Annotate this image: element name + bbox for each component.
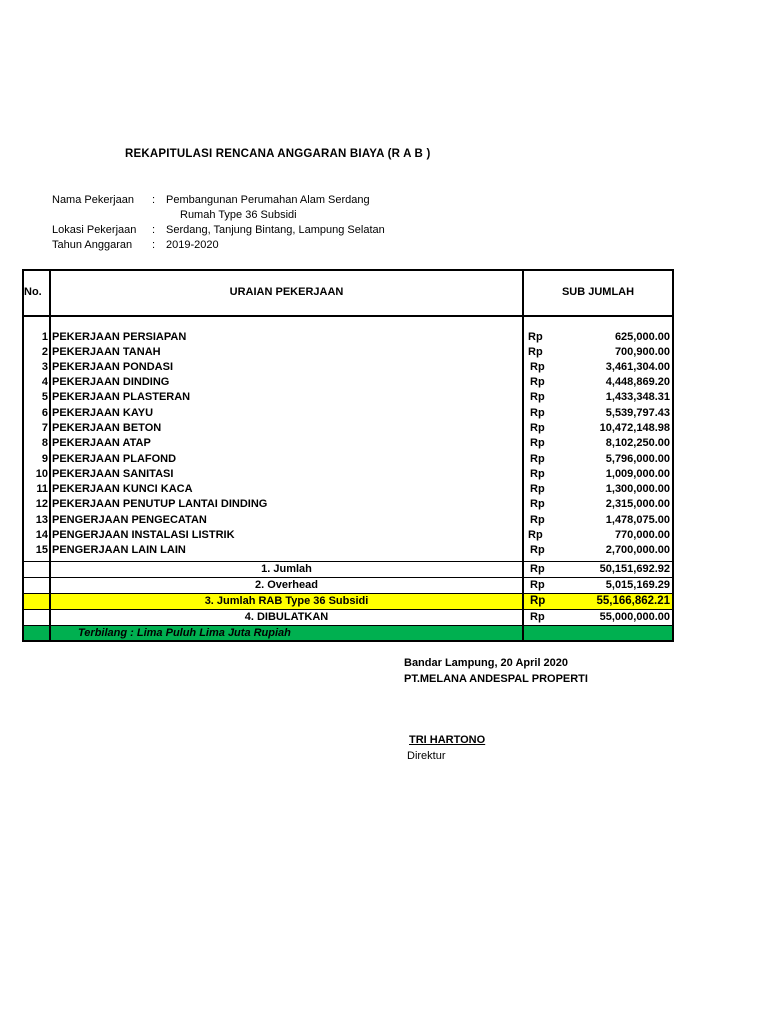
summary-currency: Rp [530, 595, 546, 607]
row-no: 11 [36, 483, 48, 495]
summary-amount: 55,000,000.00 [599, 611, 670, 623]
table-row [22, 407, 674, 422]
row-currency: Rp [530, 407, 545, 419]
info-label-nama: Nama Pekerjaan [52, 194, 134, 206]
table-row [22, 483, 674, 498]
row-amount: 8,102,250.00 [605, 437, 670, 449]
row-desc: PENGERJAAN PENGECATAN [52, 514, 207, 526]
row-desc: PEKERJAAN ATAP [52, 437, 151, 449]
row-no: 4 [41, 376, 48, 388]
row-no: 8 [41, 437, 48, 449]
summary-label: 2. Overhead [255, 579, 318, 591]
row-amount: 625,000.00 [614, 331, 670, 343]
row-currency: Rp [530, 376, 545, 388]
row-no: 15 [35, 544, 48, 556]
summary-row-dibulatkan [22, 611, 674, 626]
info-label-tahun: Tahun Anggaran [52, 239, 133, 251]
row-currency: Rp [528, 346, 543, 358]
signature-place-date: Bandar Lampung, 20 April 2020 [404, 657, 569, 669]
table-row [22, 514, 674, 529]
row-currency: Rp [530, 453, 545, 465]
summary-currency: Rp [530, 563, 545, 575]
table-row [22, 544, 674, 559]
row-amount: 2,315,000.00 [605, 498, 670, 510]
row-no: 12 [35, 498, 48, 510]
row-desc: PEKERJAAN KAYU [52, 407, 154, 419]
summary-label: 4. DIBULATKAN [244, 611, 329, 623]
table-row [22, 498, 674, 513]
row-currency: Rp [530, 498, 545, 510]
row-amount: 3,461,304.00 [605, 361, 670, 373]
table-border-top [22, 269, 674, 271]
row-no: 5 [41, 391, 48, 403]
row-no: 10 [35, 468, 48, 480]
row-no: 14 [35, 529, 48, 541]
row-amount: 5,539,797.43 [605, 407, 670, 419]
table-row [22, 346, 674, 361]
summary-label: 1. Jumlah [261, 563, 312, 575]
table-row [22, 391, 674, 406]
row-desc: PEKERJAAN PLAFOND [52, 453, 177, 465]
row-amount: 2,700,000.00 [605, 544, 670, 556]
info-value-nama: Pembangunan Perumahan Alam Serdang [166, 194, 370, 206]
signature-name: TRI HARTONO [409, 734, 486, 746]
table-row [22, 361, 674, 376]
summary-row-jumlah-rab [22, 595, 674, 610]
info-label-lokasi: Lokasi Pekerjaan [52, 224, 137, 236]
row-no: 6 [41, 407, 48, 419]
row-currency: Rp [528, 529, 543, 541]
summary-amount: 50,151,692.92 [599, 563, 670, 575]
table-row [22, 453, 674, 468]
row-desc: PEKERJAAN PONDASI [52, 361, 174, 373]
table-row [22, 331, 674, 346]
row-no: 9 [41, 453, 48, 465]
row-currency: Rp [530, 483, 545, 495]
row-desc: PEKERJAAN SANITASI [52, 468, 174, 480]
row-desc: PEKERJAAN PENUTUP LANTAI DINDING [52, 498, 268, 510]
row-desc: PEKERJAAN BETON [52, 422, 162, 434]
terbilang-text: Terbilang : Lima Puluh Lima Juta Rupiah [78, 627, 291, 639]
row-currency: Rp [530, 391, 545, 403]
summary-currency: Rp [530, 579, 545, 591]
info-value-lokasi: Serdang, Tanjung Bintang, Lampung Selatan [166, 224, 385, 236]
row-desc: PENGERJAAN INSTALASI LISTRIK [52, 529, 235, 541]
table-row [22, 376, 674, 391]
summary-amount: 5,015,169.29 [605, 579, 670, 591]
info-value-tahun: 2019-2020 [166, 239, 219, 251]
row-amount: 700,900.00 [614, 346, 670, 358]
row-currency: Rp [530, 437, 545, 449]
row-desc: PENGERJAAN LAIN LAIN [52, 544, 186, 556]
signature-position: Direktur [407, 750, 446, 762]
row-desc: PEKERJAAN KUNCI KACA [52, 483, 193, 495]
row-desc: PEKERJAAN PLASTERAN [52, 391, 191, 403]
rab-table [22, 269, 674, 642]
row-amount: 4,448,869.20 [605, 376, 670, 388]
info-colon: : [152, 194, 156, 206]
row-no: 2 [41, 346, 48, 358]
row-amount: 10,472,148.98 [599, 422, 670, 434]
row-amount: 1,433,348.31 [605, 391, 670, 403]
row-currency: Rp [530, 468, 545, 480]
table-row [22, 437, 674, 452]
row-desc: PEKERJAAN DINDING [52, 376, 170, 388]
summary-label: 3. Jumlah RAB Type 36 Subsidi [204, 595, 369, 607]
row-desc: PEKERJAAN PERSIAPAN [52, 331, 187, 343]
header-sub-jumlah: SUB JUMLAH [561, 286, 635, 298]
row-no: 1 [41, 331, 48, 343]
info-colon: : [152, 224, 156, 236]
row-currency: Rp [530, 361, 545, 373]
row-currency: Rp [530, 514, 545, 526]
signature-company: PT.MELANA ANDESPAL PROPERTI [404, 673, 588, 685]
row-no: 7 [41, 422, 48, 434]
row-currency: Rp [528, 331, 543, 343]
row-amount: 1,300,000.00 [605, 483, 670, 495]
info-value-type: Rumah Type 36 Subsidi [180, 209, 297, 221]
table-row [22, 422, 674, 437]
summary-row-jumlah [22, 563, 674, 578]
row-currency: Rp [530, 544, 545, 556]
row-currency: Rp [530, 422, 545, 434]
row-desc: PEKERJAAN TANAH [52, 346, 161, 358]
table-row [22, 468, 674, 483]
row-no: 3 [41, 361, 48, 373]
info-colon: : [152, 239, 156, 251]
summary-currency: Rp [530, 611, 545, 623]
row-amount: 1,009,000.00 [605, 468, 670, 480]
row-no: 13 [35, 514, 48, 526]
row-amount: 1,478,075.00 [605, 514, 670, 526]
summary-row-overhead [22, 579, 674, 594]
header-divider [22, 315, 674, 317]
summary-amount: 55,166,862.21 [596, 595, 670, 607]
table-row [22, 529, 674, 544]
row-amount: 5,796,000.00 [605, 453, 670, 465]
header-no: No. [24, 286, 42, 298]
row-amount: 770,000.00 [614, 529, 670, 541]
document-title: REKAPITULASI RENCANA ANGGARAN BIAYA (R A B ) [125, 148, 431, 160]
row-divider [22, 561, 674, 562]
table-border-bottom [22, 640, 674, 642]
header-uraian: URAIAN PEKERJAAN [229, 286, 344, 298]
